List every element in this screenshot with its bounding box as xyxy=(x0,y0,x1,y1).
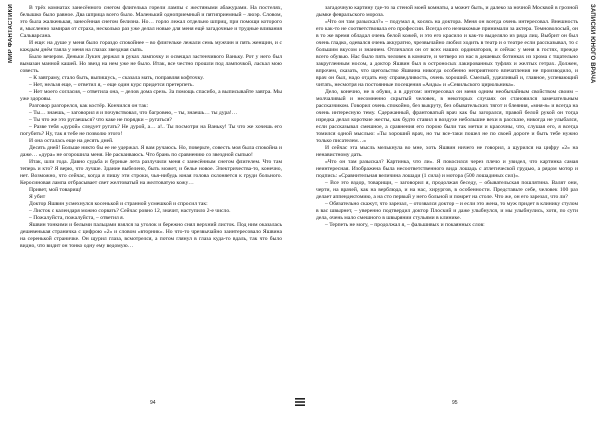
paragraph: Разговор разгорелся, как костёр. Кончился он так: xyxy=(29,103,149,109)
paragraph: Дело, конечно, не в обуви, а в другом: интересовал он меня одним необычайным свойством своим – молчаливый и несомненно скрытый человек, в некоторых случаях он становился замечательным рассказчиком. Говорил очень спокойно, без выкруту, без обывательских тягот и блеяния, «мня-я» и всегда на очень интересную тему. Сдержанный, франтоватый врач как бы загорался, правой белой рукой он тогда изредка делал короткие жесты, как будто ставил в воздухе небольшие вехи в рассказе, никогда не улыбался, если рассказывал смешное, а сравнения его порою были так метки и красочны, что, слушая его, я всегда томился одной мыслью: «Ты хороший врач, но ты все-таки пошел не по своей дороге и быть тебе нужно только писателем…» xyxy=(316,89,578,144)
paragraph: загадочную картину где-то за стеной моей комнаты, а может быть, и далеко за ночной Москвой в грозной дымке февральского мороза. xyxy=(316,5,578,18)
paragraph: В трёх комнатах занесённого снегом флигелька горели лампы с жестяными абажурами. На постелях, белышко было равное. Два шприца всего было. Маленький одноприемный и пятиприемный – люэр. Словом, это была жалкенькая, занесённая снегом белизна. Но… горло лежал отдельно шприц, при помощи которого я, мысленно замирая от страха, несколько раз уже делал новые для меня ещё загадочные и трудные вливания Сальварсана. xyxy=(20,5,282,39)
paragraph: – Ты что же это ругаешься? что каке не порядки – ругаться? xyxy=(29,117,172,123)
paragraph: – Ты… знаешь, – заговорил я и почувствовал, что багровею, – ты, знаешь… ты дура!… xyxy=(29,110,238,116)
paragraph: И еще: на душе у меня было гораздо спокойнее – во флигельке лежали семь мужчин и пять женщин, и с каждым днём таяла у меня на глазах звездная сыпь. xyxy=(20,40,282,53)
paragraph: – Обязательно скажут, что зарезал, – отозвался доктор – и если это жена, то муж придет в клинику стулом в вас швырнет, – уверенно подтвердил доктор Плоский и даже улыбнулся, и мы улыбнулись, хотя, по сути дела, очень мало смешного в швырянии стульями в клинике. xyxy=(316,201,578,221)
right-page xyxy=(300,0,600,425)
running-head-right: ЗАПИСКИ ЮНОГО ВРАЧА xyxy=(589,4,595,84)
left-page xyxy=(0,0,300,425)
page-number-right: 95 xyxy=(452,400,458,406)
paragraph: И она осталась еще на десять дней. xyxy=(29,138,114,144)
right-page-text xyxy=(316,5,578,397)
paragraph: «Что он там разыскал? Картинка, что ли». Я покосился через плечо и увидел, что картинка самая неинтересная. Изображена была несоответственного вида лошадь с атлетической грудью, а рядом мотор и подпись: «Сравнительная величина лошади (1 сила) и мотора (500 лошадиных сил)». xyxy=(316,159,578,179)
paragraph: «Что он там разыскал?» – подумал я, косясь на доктора. Меня он всегда очень интересовал. Внешность его как-то не соответствовала его профессии. Всегда его незнакомые принимали за актера. Темноволосый, он в то же время обладал очень белой кожей, и это его красило и как-то выделяло из ряда лиц. Выбрит он был очень гладко, одевался очень аккуратно, чрезвычайно любил ходить в театр и о театре если рассказывал, то с большим вкусом и знанием. Отличался он от всех наших ординаторов, и сейчас у меня в гостях, прежде всего обувью. Нас было пять человек в комнате, и четверо из нас в дешевых ботинках из хрома с тщательно закругленным носом, а доктор Яшвин был в остроносых лакированных туфлях и желтых гетрах. Должен, впрочем, сказать, что щегольство Яшвина никогда особенно неприятного впечатления не производило, и врач он был, надо отдать ему справедливость, очень хороший. Смелый, удачливый и, главное, успевающий читать, несмотря на постоянные посещения «Аиды» и «Севильского цирюльника». xyxy=(316,19,578,88)
paragraph: – Терпеть не могу, – продолжал я, – фальшивых и покаянных слов: xyxy=(325,222,485,228)
paragraph: Итак, шли года. Давно судьба и бурные лета разлучили меня с занесённым снегом флигелем. Что там теперь и кто? Я верю, что лучше. Здание выбелено, быть может, и белье новое. Электричества-то, конечно, нет. Возможно, что сейчас, когда я пишу эти строки, чья-нибудь юная голова склоняется к груди больного. Керосиновая лампа отбрасывает свет желтоватый на желтоватую кожу… xyxy=(20,159,282,186)
running-head-left: МИР ФАНТАСТИКИ xyxy=(8,4,14,64)
paragraph: Доктор Яшвин усмехнулся косенькой и странной усмешкой и спросил так: xyxy=(29,201,208,207)
page-number-left: 94 xyxy=(150,400,156,406)
paragraph: – Листок с календаря можно сорвать? Сейчас ровно 12, значит, наступило 2-е число. xyxy=(29,208,231,214)
paragraph: Яшвин тонкими и белыми пальцами взялся за уголок и бережно снял верхний листок. Под ним оказалась дешевенькая страничка с цифрою «2» и словом «вторник». Но что-то чрезвычайно заинтересовало Яшвина на серенькой страничке. Он щурил глаза, всмотрелся, а потом глянул в глаза куда-то вдаль, так что было видно, что видит он тонко одну ему ведомую… xyxy=(20,222,282,249)
paragraph: – К завтраму, стало быть, выпишусь, – сказала мать, поправляя кофточку. xyxy=(29,75,204,81)
paragraph: Было вечером. Деньки Лукич держал в руках лампочку и освещал застенчивого Ваньку. Рот у него был вымазан манной кашей. Но звезд на нем уже не было. Итак, все честно прошли под лампочкой, ласкал мою совесть. xyxy=(20,54,282,74)
paragraph: – Все это вздор, товарищи, – заговорил я, продолжая беседу, – обывательская пошлятина. Валят они, черти, на врачей, как на верблюда, и на нас, хирургов, в особенности. Представьте себе, человек 100 раз делает аппендектомию, а на сто первый у него больной и помрет на столе. Что же, он его зарезал, что ли? xyxy=(316,180,578,200)
paragraph: – Пожалуйста, пожалуйста, – ответил я. xyxy=(29,215,125,221)
paragraph: Привет, мой товарищ! xyxy=(29,187,82,193)
paragraph: – Нет, нельзя еще, – ответил я, – еще один курс придется претерпеть. xyxy=(29,82,194,88)
menu-icon[interactable] xyxy=(293,394,307,408)
paragraph: – Разве тебя «дурой» следует ругать? Не дурой, а… а!.. Ты посмотри на Ваньку! Ты что же хочешь его погубить? Ну, так я тебе не позволю этого! xyxy=(20,124,282,137)
left-page-text xyxy=(20,5,282,397)
paragraph: Я убит xyxy=(29,194,46,200)
paragraph: И сейчас эта мысль мелькнула во мне, хоть Яшвин ничего не говорил, а щурился на цифру «2» на ненавистному дать. xyxy=(316,145,578,158)
paragraph: Десять дней! Больше никто бы ее не удержал. Я вам ручаюсь. Но, поверьте, совесть моя была спокойна и даже… «дура» не огорошила меня. Не раскаиваюсь. Что брань по сравнению со звездной сыпью! xyxy=(20,145,282,158)
paragraph: – Нет моего согласия, – ответила она, – делов дома срезь. За помощь спасибо, а выписывайте завтра. Мы уже здоровы. xyxy=(20,89,282,102)
